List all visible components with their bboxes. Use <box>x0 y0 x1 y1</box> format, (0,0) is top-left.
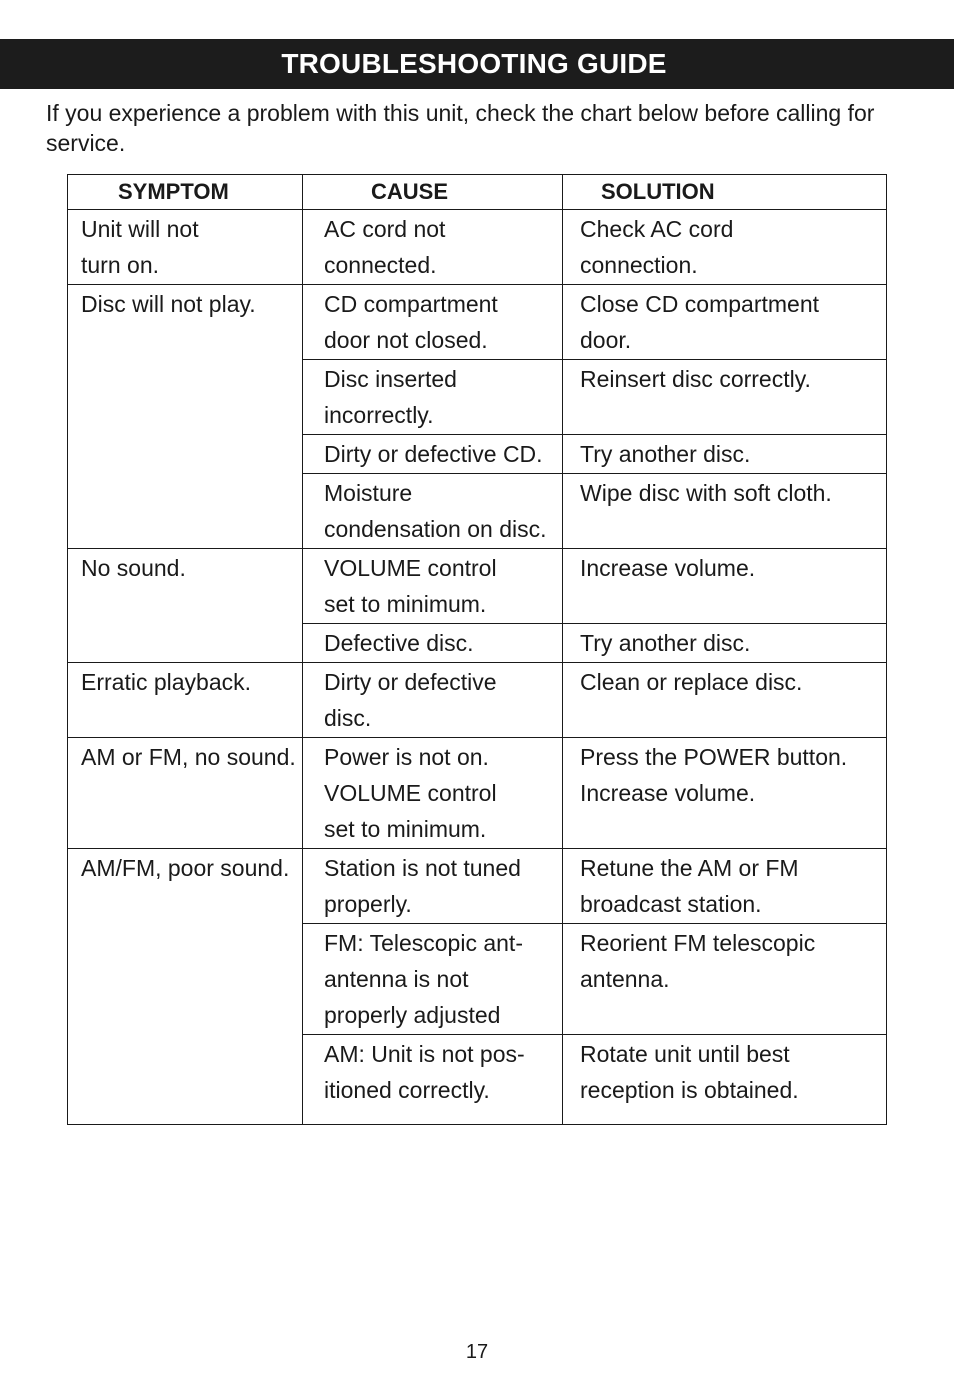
cause-text: Power is not on. <box>324 744 489 770</box>
page-title: TROUBLESHOOTING GUIDE <box>281 48 667 79</box>
solution-text: Close CD compartment <box>580 291 820 317</box>
symptom-cell <box>68 663 303 738</box>
solution-text: broadcast station. <box>580 891 762 917</box>
cause-cell <box>303 435 563 474</box>
symptom-cell <box>68 549 303 663</box>
solution-text: Try another disc. <box>580 441 751 467</box>
solution-cell <box>563 285 887 360</box>
title-bar <box>0 39 954 89</box>
cause-text: Defective disc. <box>324 630 474 656</box>
cause-cell <box>303 474 563 549</box>
cause-text: incorrectly. <box>324 402 434 428</box>
cause-text: AC cord not <box>324 216 446 242</box>
solution-text: Reinsert disc correctly. <box>580 366 811 392</box>
cause-cell <box>303 1035 563 1125</box>
symptom-text: AM/FM, poor sound. <box>81 855 290 881</box>
cause-text: Station is not tuned <box>324 855 521 881</box>
symptom-cell <box>68 738 303 849</box>
symptom-text: AM or FM, no sound. <box>81 744 296 770</box>
symptom-text: Unit will not <box>81 216 199 242</box>
cause-cell <box>303 285 563 360</box>
solution-text: Rotate unit until best <box>580 1041 790 1067</box>
solution-cell <box>563 549 887 624</box>
symptom-text: No sound. <box>81 555 186 581</box>
solution-cell <box>563 624 887 663</box>
cause-text: Dirty or defective <box>324 669 497 695</box>
cause-cell <box>303 624 563 663</box>
solution-cell <box>563 474 887 549</box>
cause-text: connected. <box>324 252 437 278</box>
solution-cell <box>563 849 887 924</box>
cause-cell <box>303 360 563 435</box>
solution-cell <box>563 663 887 738</box>
table-row <box>68 285 887 360</box>
cause-text: Moisture <box>324 480 413 506</box>
cause-text: VOLUME control <box>324 555 497 581</box>
symptom-text: turn on. <box>81 252 159 278</box>
solution-cell <box>563 738 887 849</box>
cause-text: properly. <box>324 891 412 917</box>
cause-text: disc. <box>324 705 372 731</box>
cause-text: door not closed. <box>324 327 488 353</box>
symptom-text: Erratic playback. <box>81 669 252 695</box>
column-header-symptom: SYMPTOM <box>68 175 303 210</box>
solution-text: Clean or replace disc. <box>580 669 803 695</box>
cause-text: itioned correctly. <box>324 1077 490 1103</box>
cause-cell <box>303 924 563 1035</box>
cause-text: Disc inserted <box>324 366 457 392</box>
symptom-cell <box>68 285 303 549</box>
solution-cell <box>563 210 887 285</box>
cause-text: antenna is not <box>324 966 469 992</box>
cause-text: CD compartment <box>324 291 498 317</box>
cause-cell <box>303 738 563 849</box>
cause-cell <box>303 849 563 924</box>
cause-cell <box>303 549 563 624</box>
solution-text: Press the POWER button. <box>580 744 848 770</box>
symptom-cell <box>68 210 303 285</box>
solution-text: connection. <box>580 252 698 278</box>
symptom-cell <box>68 849 303 1125</box>
solution-cell <box>563 435 887 474</box>
solution-text: Increase volume. <box>580 555 756 581</box>
solution-text: Try another disc. <box>580 630 751 656</box>
cause-text: AM: Unit is not pos- <box>324 1041 525 1067</box>
solution-text: Reorient FM telescopic <box>580 930 816 956</box>
column-header-solution: SOLUTION <box>563 175 887 210</box>
cause-text: set to minimum. <box>324 816 487 842</box>
solution-text: reception is obtained. <box>580 1077 799 1103</box>
table-row <box>68 549 887 624</box>
cause-cell <box>303 210 563 285</box>
cause-text: properly adjusted <box>324 1002 501 1028</box>
cause-text: FM: Telescopic ant- <box>324 930 523 956</box>
solution-text: antenna. <box>580 966 670 992</box>
solution-text: Increase volume. <box>580 780 756 806</box>
column-header-cause: CAUSE <box>303 175 563 210</box>
cause-text: VOLUME control <box>324 780 497 806</box>
cause-cell <box>303 663 563 738</box>
solution-text: Check AC cord <box>580 216 734 242</box>
table-row <box>68 738 887 849</box>
intro-text: If you experience a problem with this unit, check the chart below before calling for service. <box>46 100 875 156</box>
solution-text: Wipe disc with soft cloth. <box>580 480 832 506</box>
table-row <box>68 210 887 285</box>
solution-cell <box>563 924 887 1035</box>
table-row <box>68 663 887 738</box>
page-number: 17 <box>465 1341 489 1363</box>
solution-cell <box>563 360 887 435</box>
table-body <box>68 210 887 1125</box>
cause-text: Dirty or defective CD. <box>324 441 543 467</box>
solution-text: door. <box>580 327 632 353</box>
solution-text: Retune the AM or FM <box>580 855 799 881</box>
troubleshooting-table <box>67 174 887 1125</box>
solution-cell <box>563 1035 887 1125</box>
symptom-text: Disc will not play. <box>81 291 256 317</box>
cause-text: set to minimum. <box>324 591 487 617</box>
cause-text: condensation on disc. <box>324 516 547 542</box>
table-header-row <box>68 175 887 210</box>
table-row <box>68 849 887 924</box>
